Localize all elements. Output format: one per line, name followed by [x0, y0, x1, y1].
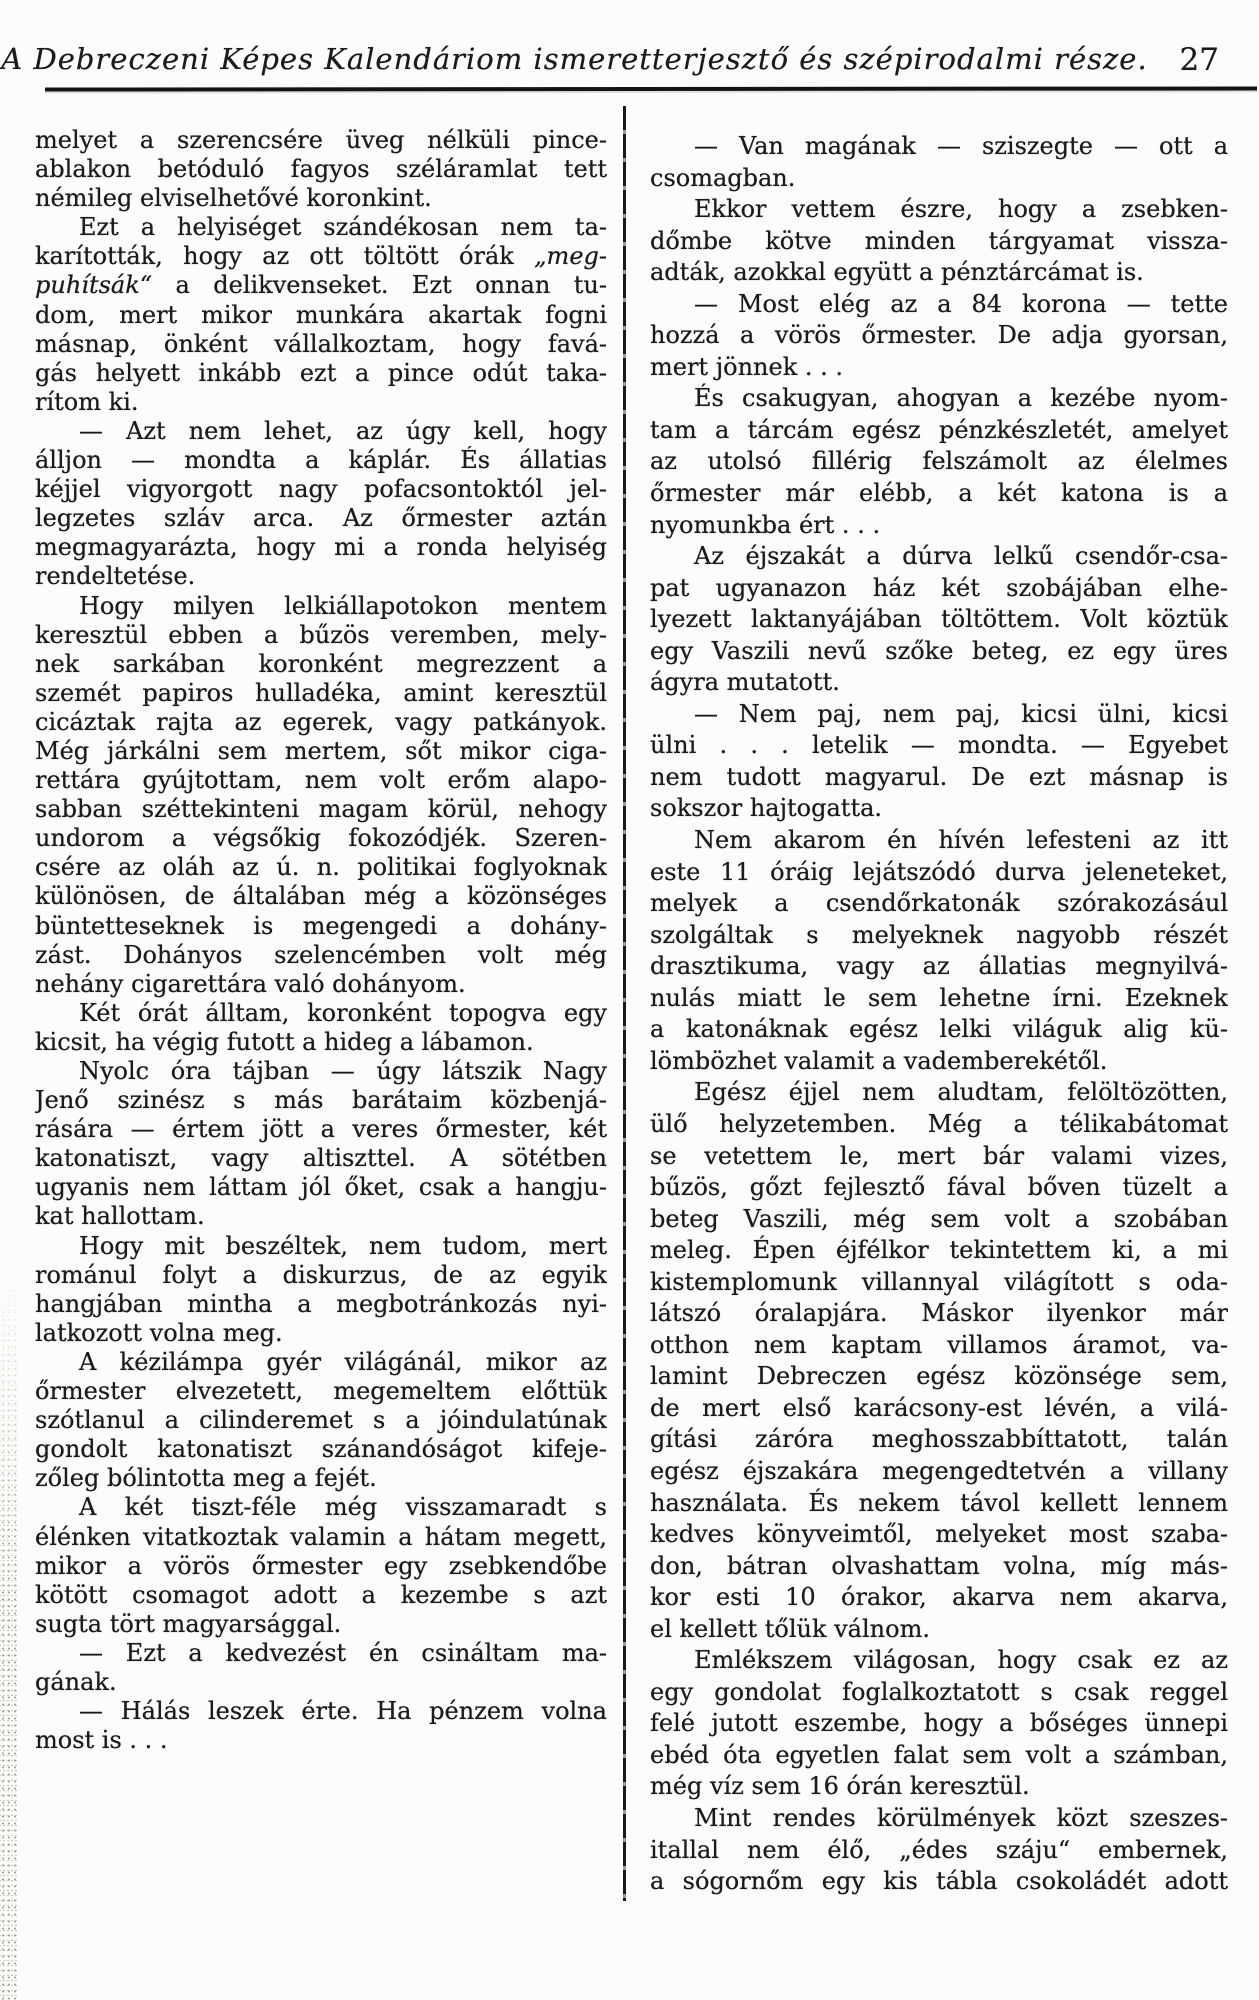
paragraph: [35, 592, 607, 999]
paragraph: [650, 194, 1228, 289]
text-line: Mint rendes körülmények közt szeszes-: [694, 1803, 1228, 1832]
text-line: csére az oláh az ú. n. politikai foglyoknak: [35, 853, 607, 882]
italic-text-segment: „meg-: [534, 242, 607, 271]
text-line: Ezt a helyiséget szándékosan nem ta-: [79, 213, 607, 242]
paragraph: [650, 383, 1228, 541]
text-segment: a delikvenseket. Ezt onnan tu-: [152, 271, 607, 300]
text-line: adták, azokkal együtt a pénztárcámat is.: [650, 258, 1144, 287]
text-line: pat ugyanazon ház két szobájában elhe-: [650, 573, 1228, 602]
text-line: ebéd óta egyetlen falat sem volt a számban,: [650, 1740, 1228, 1769]
text-line: gítási záróra meghosszabbíttatott, talán: [650, 1425, 1228, 1454]
paragraph: [35, 1348, 607, 1493]
text-line: tam a tárcám egész pénzkészletét, amelyet: [650, 415, 1228, 444]
text-line: most is . . .: [35, 1726, 168, 1755]
text-line: Hogy milyen lelkiállapotokon mentem: [79, 591, 607, 620]
text-line: [35, 242, 607, 271]
text-line: ülni . . . letelik — mondta. — Egyebet: [650, 731, 1228, 760]
paragraph: [35, 1493, 607, 1638]
paragraph: [650, 1645, 1228, 1803]
text-line: az utolsó fillérig felszámolt az élelmes: [650, 447, 1228, 476]
page-number: 27: [1179, 42, 1219, 78]
text-line: Nyolc óra tájban — úgy látszik Nagy: [79, 1057, 607, 1085]
text-line: használata. És nekem távol kellett lennem: [650, 1488, 1228, 1517]
text-line: másnap, önként vállalkoztam, hogy favá-: [35, 329, 607, 358]
paragraph: [35, 126, 607, 213]
text-line: És csakugyan, ahogyan a kezébe nyom-: [694, 384, 1228, 413]
text-line: románul folyt a diskurzus, de az egyik: [35, 1260, 607, 1289]
text-line: büntetteseknek is megengedi a dohány-: [35, 911, 607, 940]
text-line: csomagban.: [650, 163, 796, 192]
text-line: különösen, de általában még a közönséges: [35, 882, 607, 911]
page-header-title: A Debreczeni Képes Kalendáriom ismeretterjesztő és szépirodalmi része.: [1, 42, 1148, 76]
text-line: se vetettem le, mert bár valami vizes,: [650, 1141, 1228, 1170]
text-line: ugyanis nem láttam jól őket, csak a hangju-: [35, 1173, 607, 1202]
text-line: zőleg bólintotta meg a fejét.: [35, 1464, 377, 1493]
paragraph: [35, 1639, 607, 1697]
text-line: Egész éjjel nem aludtam, felöltözötten,: [694, 1078, 1228, 1107]
column-divider: [623, 106, 626, 1901]
text-line: de mert első karácsony-est lévén, a vilá-: [650, 1393, 1228, 1422]
text-line: Jenő szinész s más barátaim közbenjá-: [35, 1086, 607, 1115]
text-line: Az éjszakát a dúrva lelkű csendőr-csa-: [694, 542, 1228, 571]
text-line: őrmester már elébb, a két katona is a: [650, 479, 1228, 508]
text-line: kötött csomagot adott a kezembe s azt: [35, 1580, 607, 1609]
text-line: otthon nem kaptam villamos áramot, va-: [650, 1330, 1228, 1359]
text-line: némileg elviselhetővé koronkint.: [35, 184, 432, 213]
text-line: el kellett tőlük válnom.: [650, 1614, 930, 1643]
text-line: sokszor hajtogatta.: [650, 794, 883, 823]
text-line: nek sarkában koronként megrezzent a: [35, 649, 607, 678]
text-line: megmagyarázta, hogy mi a ronda helyiség: [35, 533, 607, 562]
paragraph: [650, 289, 1228, 384]
text-line: hangjában mintha a megbotránkozás nyi-: [35, 1289, 607, 1318]
text-line: nyomunkba ért . . .: [650, 510, 881, 539]
text-line: Két órát álltam, koronként topogva egy: [79, 998, 607, 1027]
right-column: [650, 131, 1228, 1898]
paragraph: [650, 825, 1228, 1077]
text-line: don, bátran olvashattam volna, míg más-: [650, 1551, 1228, 1580]
text-line: [35, 271, 607, 300]
text-line: szemét papiros hulladéka, amint keresztül: [35, 678, 607, 707]
text-line: rására — értem jött a veres őrmester, két: [35, 1115, 607, 1144]
text-line: rettára gyújtottam, nem volt erőm alapo-: [35, 766, 607, 795]
text-line: kistemplomunk villannyal világított s oda-: [650, 1267, 1228, 1296]
text-line: élénken vitatkoztak valamin a hátam megett,: [35, 1522, 607, 1551]
text-line: sabban széttekinteni magam körül, nehogy: [35, 795, 607, 824]
paragraph: [35, 1697, 607, 1755]
text-line: hozzá a vörös őrmester. De adja gyorsan,: [650, 321, 1228, 350]
text-line: szótlanul a cilinderemet s a jóindulatúnak: [35, 1406, 607, 1435]
text-line: este 11 óráig lejátszódó durva jeleneteket,: [650, 857, 1228, 886]
text-line: melyek a csendőrkatonák szórakozásául: [650, 889, 1228, 918]
text-line: rendeltetése.: [35, 562, 196, 591]
header-rule: [45, 86, 1257, 91]
paragraph: [35, 999, 607, 1057]
text-line: keresztül ebben a bűzös veremben, mely-: [35, 620, 607, 649]
text-line: ablakon betóduló fagyos széláramlat tett: [35, 155, 607, 184]
text-line: látszó óralapjára. Máskor ilyenkor már: [650, 1299, 1228, 1328]
text-line: bűzös, gőzt fejlesztő fával bőven tüzelt a: [650, 1173, 1228, 1202]
paragraph: [35, 1232, 607, 1348]
text-line: szolgáltak s melyeknek nagyobb részét: [650, 920, 1228, 949]
left-column: [35, 126, 607, 1755]
text-line: — Azt nem lehet, az úgy kell, hogy: [79, 416, 607, 445]
text-line: kor esti 10 órakor, akarva nem akarva,: [650, 1583, 1228, 1612]
text-line: kéjjel vigyorgott nagy pofacsontoktól jel-: [35, 475, 607, 504]
text-line: beteg Vaszili, még sem volt a szobában: [650, 1204, 1228, 1233]
text-line: zást. Dohányos szelencémben volt még: [35, 940, 607, 969]
text-line: undorom a végsőkig fokozódjék. Szeren-: [35, 824, 607, 853]
text-line: kedves könyveimtől, melyeket most szaba-: [650, 1520, 1228, 1549]
text-line: Ekkor vettem észre, hogy a zsebken-: [694, 195, 1228, 224]
text-line: latkozott volna meg.: [35, 1318, 283, 1347]
text-line: Még járkálni sem mertem, sőt mikor ciga-: [35, 736, 607, 765]
text-line: melyet a szerencsére üveg nélküli pince-: [35, 126, 607, 154]
text-line: Emlékszem világosan, hogy csak ez az: [694, 1646, 1228, 1675]
text-line: ülő helyzetemben. Még a télikabátomat: [650, 1109, 1228, 1138]
text-line: — Van magának — sziszegte — ott a: [694, 132, 1228, 160]
paragraph: [35, 1057, 607, 1232]
text-line: gának.: [35, 1667, 117, 1696]
text-line: A kézilámpa gyér világánál, mikor az: [79, 1347, 607, 1376]
text-line: nehány cigarettára való dohányom.: [35, 969, 466, 998]
text-line: A két tiszt-féle még visszamaradt s: [79, 1493, 607, 1522]
text-line: gondolt katonatiszt szánandóságot kifeje-: [35, 1435, 607, 1464]
paragraph: [650, 699, 1228, 825]
text-line: még víz sem 16 órán keresztül.: [650, 1772, 1030, 1801]
paragraph: [35, 213, 607, 417]
text-line: dom, mert mikor munkára akartak fogni: [35, 300, 607, 329]
text-line: — Nem paj, nem paj, kicsi ülni, kicsi: [694, 699, 1228, 728]
text-line: cicáztak rajta az egerek, vagy patkányok.: [35, 707, 607, 736]
text-line: legzetes szláv arca. Az őrmester aztán: [35, 504, 607, 533]
text-line: itallal nem élő, „édes száju“ embernek,: [650, 1835, 1228, 1864]
text-line: mikor a vörös őrmester egy zsebkendőbe: [35, 1551, 607, 1580]
text-line: — Most elég az a 84 korona — tette: [694, 289, 1228, 318]
text-line: nulás miatt le sem lehetne írni. Ezeknek: [650, 983, 1228, 1012]
text-line: nem tudott magyarul. De ezt másnap is: [650, 762, 1228, 791]
text-line: — Ezt a kedvezést én csináltam ma-: [79, 1638, 607, 1667]
text-line: felé jutott eszembe, hogy a bőséges ünnepi: [650, 1709, 1228, 1738]
text-line: Nem akarom én hívén lefesteni az itt: [694, 826, 1228, 855]
text-line: a katonáknak egész lelki világuk alig kü-: [650, 1015, 1228, 1044]
text-line: egész éjszakára megengedtetvén a villany: [650, 1456, 1228, 1485]
text-line: őrmester elvezetett, megemeltem előttük: [35, 1377, 607, 1406]
text-line: dőmbe kötve minden tárgyamat vissza-: [650, 226, 1228, 255]
italic-text-segment: puhítsák“: [35, 271, 153, 300]
text-line: sugta tört magyarsággal.: [35, 1609, 342, 1638]
paragraph: [650, 131, 1228, 194]
text-line: katonatiszt, vagy altiszttel. A sötétben: [35, 1144, 607, 1173]
text-line: kicsit, ha végig futott a hideg a lábamon.: [35, 1027, 534, 1056]
text-line: kat hallottam.: [35, 1202, 205, 1231]
paragraph: [650, 541, 1228, 699]
text-line: gás helyett inkább ezt a pince odút taka-: [35, 358, 607, 387]
text-line: lömbözhet valamit a vademberekétől.: [650, 1046, 1108, 1075]
text-line: — Hálás leszek érte. Ha pénzem volna: [79, 1697, 607, 1726]
text-segment: karították, hogy az ott töltött órák: [35, 242, 535, 271]
text-line: lyezett laktanyájában töltöttem. Volt köztük: [650, 605, 1228, 634]
page-header: [0, 42, 1259, 88]
text-line: ágyra mutatott.: [650, 668, 840, 697]
text-line: meleg. Épen éjfélkor tekintettem ki, a mi: [650, 1236, 1228, 1265]
text-line: egy Vaszili nevű szőke beteg, ez egy üres: [650, 636, 1228, 665]
text-line: Hogy mit beszéltek, nem tudom, mert: [79, 1231, 607, 1260]
text-line: egy gondolat foglalkoztatott s csak reggel: [650, 1677, 1228, 1706]
text-line: mert jönnek . . .: [650, 352, 844, 381]
text-line: drasztikuma, vagy az állatias megnyilvá-: [650, 952, 1228, 981]
text-line: a sógornőm egy kis tábla csokoládét adott: [650, 1867, 1228, 1896]
paragraph: [35, 417, 607, 592]
paragraph: [650, 1803, 1228, 1898]
text-line: lamint Debreczen egész közönsége sem,: [650, 1362, 1228, 1391]
text-line: rítom ki.: [35, 387, 139, 416]
paragraph: [650, 1077, 1228, 1645]
scan-noise-band: [0, 1260, 17, 2000]
text-line: álljon — mondta a káplár. És állatias: [35, 446, 607, 475]
